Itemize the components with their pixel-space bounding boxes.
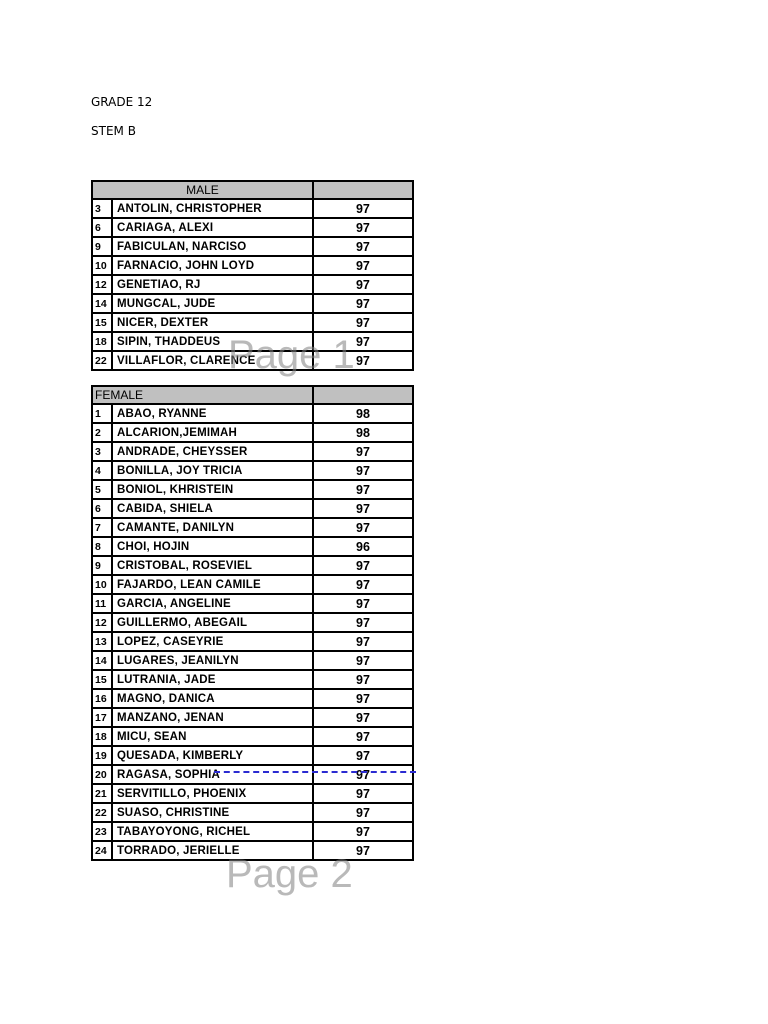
male-table xyxy=(91,180,414,371)
student-score: 96 xyxy=(313,537,413,556)
table-row xyxy=(92,708,413,727)
student-score: 97 xyxy=(313,351,413,370)
table-row xyxy=(92,727,413,746)
student-name: LOPEZ, CASEYRIE xyxy=(112,632,313,651)
student-score: 97 xyxy=(313,518,413,537)
row-number: 3 xyxy=(92,442,112,461)
row-number: 3 xyxy=(92,199,112,218)
row-number: 9 xyxy=(92,237,112,256)
row-number: 12 xyxy=(92,275,112,294)
table-row xyxy=(92,423,413,442)
student-name: FARNACIO, JOHN LOYD xyxy=(112,256,313,275)
student-score: 97 xyxy=(313,332,413,351)
student-score: 97 xyxy=(313,841,413,860)
table-row xyxy=(92,784,413,803)
student-score: 97 xyxy=(313,313,413,332)
row-number: 10 xyxy=(92,256,112,275)
row-number: 7 xyxy=(92,518,112,537)
page-2-watermark: Page 2 xyxy=(226,852,353,896)
page-1-watermark: Page 1 xyxy=(228,333,355,377)
table-row xyxy=(92,670,413,689)
row-number: 20 xyxy=(92,765,112,784)
table-row xyxy=(92,556,413,575)
section-heading: STEM B xyxy=(91,124,136,138)
row-number: 6 xyxy=(92,499,112,518)
student-name: FABICULAN, NARCISO xyxy=(112,237,313,256)
row-number: 24 xyxy=(92,841,112,860)
student-name: NICER, DEXTER xyxy=(112,313,313,332)
student-score: 97 xyxy=(313,294,413,313)
student-score: 97 xyxy=(313,480,413,499)
row-number: 18 xyxy=(92,332,112,351)
student-score: 97 xyxy=(313,218,413,237)
student-name: MICU, SEAN xyxy=(112,727,313,746)
table-row xyxy=(92,351,413,370)
row-number: 22 xyxy=(92,351,112,370)
student-name: VILLAFLOR, CLARENCE xyxy=(112,351,313,370)
table-row xyxy=(92,499,413,518)
student-score: 97 xyxy=(313,556,413,575)
student-name: ABAO, RYANNE xyxy=(112,404,313,423)
table-row xyxy=(92,461,413,480)
student-score: 97 xyxy=(313,275,413,294)
table-row xyxy=(92,480,413,499)
row-number: 18 xyxy=(92,727,112,746)
student-name: CARIAGA, ALEXI xyxy=(112,218,313,237)
row-number: 11 xyxy=(92,594,112,613)
table-row xyxy=(92,746,413,765)
female-header-score-cell xyxy=(313,386,413,404)
student-score: 97 xyxy=(313,256,413,275)
row-number: 10 xyxy=(92,575,112,594)
table-row xyxy=(92,294,413,313)
student-name: CHOI, HOJIN xyxy=(112,537,313,556)
male-header-score-cell xyxy=(313,181,413,199)
student-score: 97 xyxy=(313,237,413,256)
student-score: 97 xyxy=(313,632,413,651)
row-number: 17 xyxy=(92,708,112,727)
table-row xyxy=(92,218,413,237)
student-name: TORRADO, JERIELLE xyxy=(112,841,313,860)
table-row xyxy=(92,765,413,784)
page-break-line xyxy=(214,771,416,773)
table-row xyxy=(92,332,413,351)
female-header-row xyxy=(92,386,413,404)
student-score: 97 xyxy=(313,803,413,822)
student-score: 97 xyxy=(313,670,413,689)
student-name: SUASO, CHRISTINE xyxy=(112,803,313,822)
table-row xyxy=(92,199,413,218)
student-name: GENETIAO, RJ xyxy=(112,275,313,294)
row-number: 16 xyxy=(92,689,112,708)
table-row xyxy=(92,841,413,860)
grade-heading: GRADE 12 xyxy=(91,95,153,109)
row-number: 14 xyxy=(92,651,112,670)
student-score: 97 xyxy=(313,594,413,613)
student-name: GUILLERMO, ABEGAIL xyxy=(112,613,313,632)
row-number: 22 xyxy=(92,803,112,822)
student-name: QUESADA, KIMBERLY xyxy=(112,746,313,765)
female-header-label: FEMALE xyxy=(92,386,313,404)
student-name: RAGASA, SOPHIA xyxy=(112,765,313,784)
table-row xyxy=(92,575,413,594)
student-score: 97 xyxy=(313,199,413,218)
student-score: 97 xyxy=(313,746,413,765)
row-number: 9 xyxy=(92,556,112,575)
table-row xyxy=(92,632,413,651)
student-score: 97 xyxy=(313,499,413,518)
student-score: 97 xyxy=(313,822,413,841)
row-number: 19 xyxy=(92,746,112,765)
male-header-row xyxy=(92,181,413,199)
table-row xyxy=(92,442,413,461)
student-name: BONILLA, JOY TRICIA xyxy=(112,461,313,480)
row-number: 2 xyxy=(92,423,112,442)
row-number: 12 xyxy=(92,613,112,632)
student-name: CABIDA, SHIELA xyxy=(112,499,313,518)
student-score: 97 xyxy=(313,727,413,746)
student-name: SERVITILLO, PHOENIX xyxy=(112,784,313,803)
table-row xyxy=(92,537,413,556)
student-name: LUGARES, JEANILYN xyxy=(112,651,313,670)
student-name: ALCARION,JEMIMAH xyxy=(112,423,313,442)
table-row xyxy=(92,594,413,613)
student-score: 97 xyxy=(313,461,413,480)
student-name: ANDRADE, CHEYSSER xyxy=(112,442,313,461)
row-number: 5 xyxy=(92,480,112,499)
table-row xyxy=(92,256,413,275)
table-row xyxy=(92,803,413,822)
student-name: BONIOL, KHRISTEIN xyxy=(112,480,313,499)
student-name: GARCIA, ANGELINE xyxy=(112,594,313,613)
row-number: 15 xyxy=(92,313,112,332)
row-number: 15 xyxy=(92,670,112,689)
student-name: MUNGCAL, JUDE xyxy=(112,294,313,313)
row-number: 4 xyxy=(92,461,112,480)
student-name: ANTOLIN, CHRISTOPHER xyxy=(112,199,313,218)
female-table xyxy=(91,385,414,861)
student-score: 97 xyxy=(313,442,413,461)
row-number: 6 xyxy=(92,218,112,237)
table-row xyxy=(92,237,413,256)
student-score: 97 xyxy=(313,765,413,784)
row-number: 8 xyxy=(92,537,112,556)
row-number: 1 xyxy=(92,404,112,423)
row-number: 14 xyxy=(92,294,112,313)
student-name: MANZANO, JENAN xyxy=(112,708,313,727)
table-row xyxy=(92,275,413,294)
student-score: 97 xyxy=(313,784,413,803)
row-number: 21 xyxy=(92,784,112,803)
student-score: 97 xyxy=(313,689,413,708)
student-score: 97 xyxy=(313,575,413,594)
student-name: MAGNO, DANICA xyxy=(112,689,313,708)
student-score: 97 xyxy=(313,651,413,670)
student-name: TABAYOYONG, RICHEL xyxy=(112,822,313,841)
student-name: CRISTOBAL, ROSEVIEL xyxy=(112,556,313,575)
male-header-label: MALE xyxy=(92,181,313,199)
student-score: 97 xyxy=(313,708,413,727)
table-row xyxy=(92,613,413,632)
table-row xyxy=(92,689,413,708)
table-row xyxy=(92,313,413,332)
student-name: CAMANTE, DANILYN xyxy=(112,518,313,537)
student-score: 98 xyxy=(313,423,413,442)
student-name: LUTRANIA, JADE xyxy=(112,670,313,689)
table-row xyxy=(92,822,413,841)
row-number: 23 xyxy=(92,822,112,841)
student-name: FAJARDO, LEAN CAMILE xyxy=(112,575,313,594)
student-score: 98 xyxy=(313,404,413,423)
table-row xyxy=(92,404,413,423)
row-number: 13 xyxy=(92,632,112,651)
student-score: 97 xyxy=(313,613,413,632)
table-row xyxy=(92,518,413,537)
table-row xyxy=(92,651,413,670)
student-name: SIPIN, THADDEUS xyxy=(112,332,313,351)
